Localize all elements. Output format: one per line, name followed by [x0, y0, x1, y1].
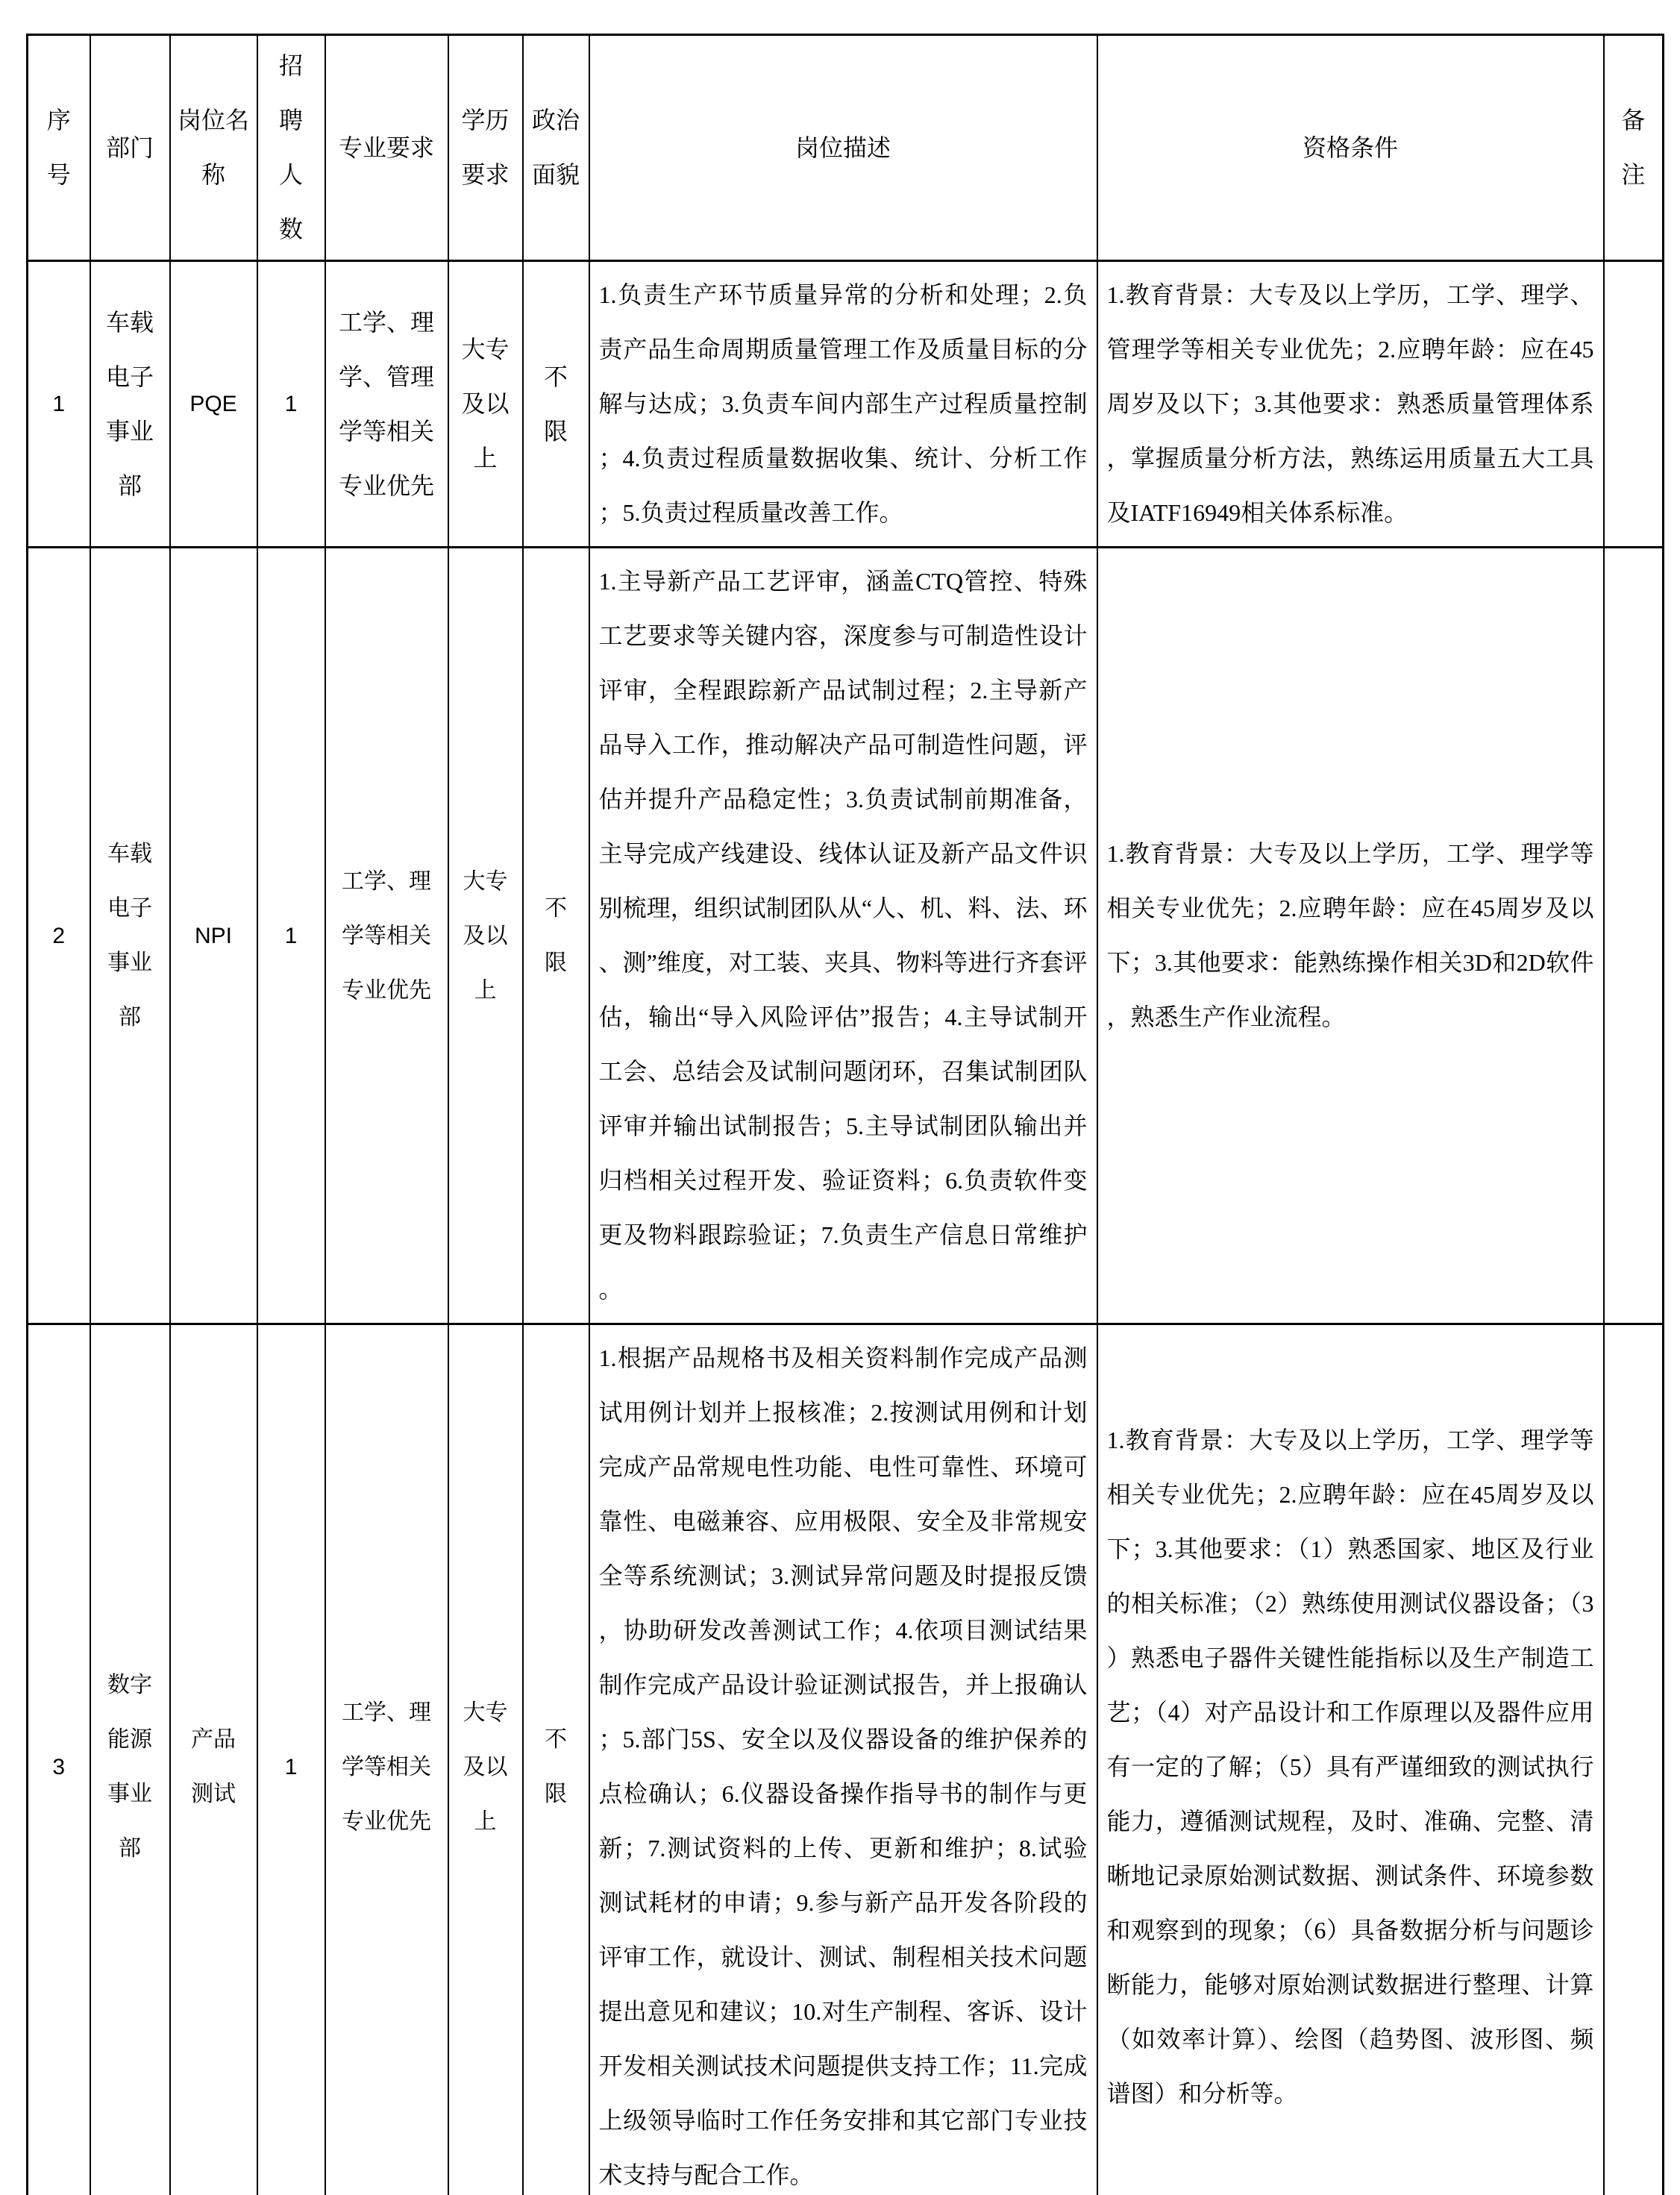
table-row [28, 548, 1664, 1324]
cell-position: NPI [170, 548, 257, 1324]
table-row [28, 1324, 1664, 2195]
job-table [26, 34, 1664, 2195]
cell-education: 大专及以上 [448, 548, 523, 1324]
header-headcount [257, 35, 325, 261]
header-department: 部门 [90, 35, 170, 261]
cell-political: 不限 [523, 261, 589, 548]
cell-description: 1.主导新产品工艺评审，涵盖CTQ管控、特殊工艺要求等关键内容，深度参与可制造性设计评审，全程跟踪新产品试制过程；2.主导新产品导入工作，推动解决产品可制造性问题，评估并提升产品稳定性；3.负责试制前期准备，主导完成产线建设、线体认证及新产品文件识别梳理，组织试制团队从“人、机、料、法、环、测”维度，对工装、夹具、物料等进行齐套评估，输出“导入风险评估”报告；4.主导试制开工会、总结会及试制问题闭环，召集试制团队评审并输出试制报告；5.主导试制团队输出并归档相关过程开发、验证资料；6.负责软件变更及物料跟踪验证；7.负责生产信息日常维护。 [589, 548, 1097, 1324]
cell-position: 产品测试 [170, 1324, 257, 2195]
cell-department: 车载电子事业部 [90, 261, 170, 548]
cell-remark [1604, 261, 1664, 548]
cell-qualification: 1.教育背景：大专及以上学历，工学、理学等相关专业优先；2.应聘年龄：应在45周岁及以下；3.其他要求：（1）熟悉国家、地区及行业的相关标准；（2）熟练使用测试仪器设备；（3）熟悉电子器件关键性能指标以及生产制造工艺；（4）对产品设计和工作原理以及器件应用有一定的了解；（5）具有严谨细致的测试执行能力，遵循测试规程，及时、准确、完整、清晰地记录原始测试数据、测试条件、环境参数和观察到的现象；（6）具备数据分析与问题诊断能力，能够对原始测试数据进行整理、计算（如效率计算）、绘图（趋势图、波形图、频谱图）和分析等。 [1097, 1324, 1604, 2195]
header-seq-label: 序号 [46, 107, 71, 188]
header-remark [1604, 35, 1664, 261]
header-remark-label: 备注 [1621, 107, 1646, 188]
cell-remark [1604, 548, 1664, 1324]
cell-headcount: 1 [257, 1324, 325, 2195]
cell-description: 1.根据产品规格书及相关资料制作完成产品测试用例计划并上报核准；2.按测试用例和计划完成产品常规电性功能、电性可靠性、环境可靠性、电磁兼容、应用极限、安全及非常规安全等系统测试；3.测试异常问题及时提报反馈，协助研发改善测试工作；4.依项目测试结果制作完成产品设计验证测试报告，并上报确认；5.部门5S、安全以及仪器设备的维护保养的点检确认；6.仪器设备操作指导书的制作与更新；7.测试资料的上传、更新和维护；8.试验测试耗材的申请；9.参与新产品开发各阶段的评审工作，就设计、测试、制程相关技术问题提出意见和建议；10.对生产制程、客诉、设计开发相关测试技术问题提供支持工作；11.完成上级领导临时工作任务安排和其它部门专业技术支持与配合工作。 [589, 1324, 1097, 2195]
cell-major: 工学、理学等相关专业优先 [325, 1324, 448, 2195]
cell-seq: 2 [28, 548, 90, 1324]
cell-department: 车载电子事业部 [90, 548, 170, 1324]
cell-remark [1604, 1324, 1664, 2195]
table-row [28, 261, 1664, 548]
cell-headcount: 1 [257, 261, 325, 548]
header-qualification: 资格条件 [1097, 35, 1604, 261]
cell-description: 1.负责生产环节质量异常的分析和处理；2.负责产品生命周期质量管理工作及质量目标的分解与达成；3.负责车间内部生产过程质量控制；4.负责过程质量数据收集、统计、分析工作；5.负责过程质量改善工作。 [589, 261, 1097, 548]
cell-qualification: 1.教育背景：大专及以上学历，工学、理学、管理学等相关专业优先；2.应聘年龄：应在45周岁及以下；3.其他要求：熟悉质量管理体系，掌握质量分析方法，熟练运用质量五大工具及IATF16949相关体系标准。 [1097, 261, 1604, 548]
cell-headcount: 1 [257, 548, 325, 1324]
header-row [28, 35, 1664, 261]
cell-seq: 3 [28, 1324, 90, 2195]
cell-qualification: 1.教育背景：大专及以上学历，工学、理学等相关专业优先；2.应聘年龄：应在45周岁及以下；3.其他要求：能熟练操作相关3D和2D软件，熟悉生产作业流程。 [1097, 548, 1604, 1324]
header-headcount-label: 招聘人数 [278, 52, 303, 242]
cell-seq: 1 [28, 261, 90, 548]
header-political: 政治面貌 [523, 35, 589, 261]
cell-major: 工学、理学等相关专业优先 [325, 548, 448, 1324]
header-position: 岗位名称 [170, 35, 257, 261]
cell-department: 数字能源事业部 [90, 1324, 170, 2195]
header-major: 专业要求 [325, 35, 448, 261]
cell-major: 工学、理学、管理学等相关专业优先 [325, 261, 448, 548]
header-description: 岗位描述 [589, 35, 1097, 261]
cell-education: 大专及以上 [448, 1324, 523, 2195]
cell-education: 大专及以上 [448, 261, 523, 548]
cell-political: 不限 [523, 1324, 589, 2195]
cell-political: 不限 [523, 548, 589, 1324]
header-seq [28, 35, 90, 261]
cell-position: PQE [170, 261, 257, 548]
header-education: 学历要求 [448, 35, 523, 261]
